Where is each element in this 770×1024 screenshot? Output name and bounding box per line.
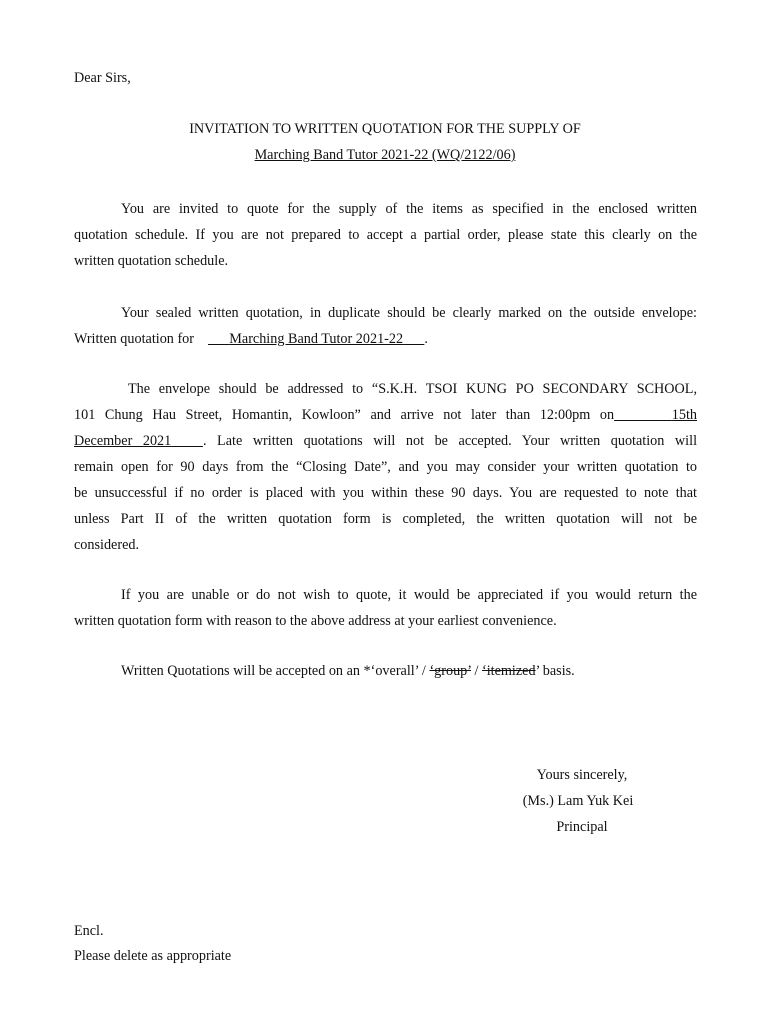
para1-line-1: You are invited to quote for the supply of the items as specified in the enclosed written (121, 201, 697, 217)
para2-line-1: Your sealed written quotation, in duplicate should be clearly marked on the outside envelope: (121, 305, 697, 321)
para3-line-6: unless Part II of the written quotation form is completed, the written quotation will not be (74, 511, 697, 527)
para4-line-1: If you are unable or do not wish to quote, it would be appreciated if you would return the (121, 587, 697, 603)
paragraph-address (74, 376, 697, 558)
heading-line-2: Marching Band Tutor 2021-22 (WQ/2122/06) (254, 147, 516, 163)
para3-line-1: The envelope should be addressed to “S.K.H. TSOI KUNG PO SECONDARY SCHOOL, (128, 381, 697, 397)
closing-regards: Yours sincerely, (536, 767, 628, 783)
signatory-name: (Ms.) Lam Yuk Kei (522, 793, 634, 809)
para3-line-3: December 2021 . Late written quotations will not be accepted. Your written quotation will (74, 433, 698, 449)
paragraph-invitation (74, 196, 697, 274)
para3-line-7: considered. (74, 537, 140, 553)
delete-note: Please delete as appropriate (74, 948, 232, 964)
marking-label: Written quotation for (74, 331, 194, 347)
salutation: Dear Sirs, (74, 70, 131, 86)
option-itemized-struck: ‘itemized (481, 663, 536, 679)
para2-line-2 (74, 326, 697, 352)
para1-line-2: quotation schedule. If you are not prepared to accept a partial order, please state this clearly on the (74, 227, 697, 243)
marking-end: . (424, 331, 428, 347)
closing-date-part-1: 15th (671, 407, 698, 423)
para3-line-4: remain open for 90 days from the “Closing Date”, and you may consider your written quotation to (74, 459, 697, 475)
basis-line: Written Quotations will be accepted on an *‘overall’ / ‘group’ / ‘itemized’ basis. (121, 663, 575, 679)
option-group-struck: ‘group’ (429, 663, 471, 679)
para3-line-2: 101 Chung Hau Street, Homantin, Kowloon” and arrive not later than 12:00pm on 15th (74, 407, 698, 423)
para4-line-2: written quotation form with reason to the above address at your earliest convenience. (74, 613, 557, 629)
marking-value: Marching Band Tutor 2021-22 (229, 331, 404, 347)
para1-line-3: written quotation schedule. (74, 253, 229, 269)
heading-line-1: INVITATION TO WRITTEN QUOTATION FOR THE SUPPLY OF (189, 121, 581, 137)
paragraph-marking (74, 300, 697, 352)
paragraph-decline (74, 582, 697, 634)
para3-line-5: be unsuccessful if no order is placed with you within these 90 days. You are requested to note that (74, 485, 697, 501)
closing-date-part-2: December 2021 (74, 433, 172, 449)
enclosure-note: Encl. (74, 923, 104, 939)
signatory-title: Principal (556, 819, 608, 835)
